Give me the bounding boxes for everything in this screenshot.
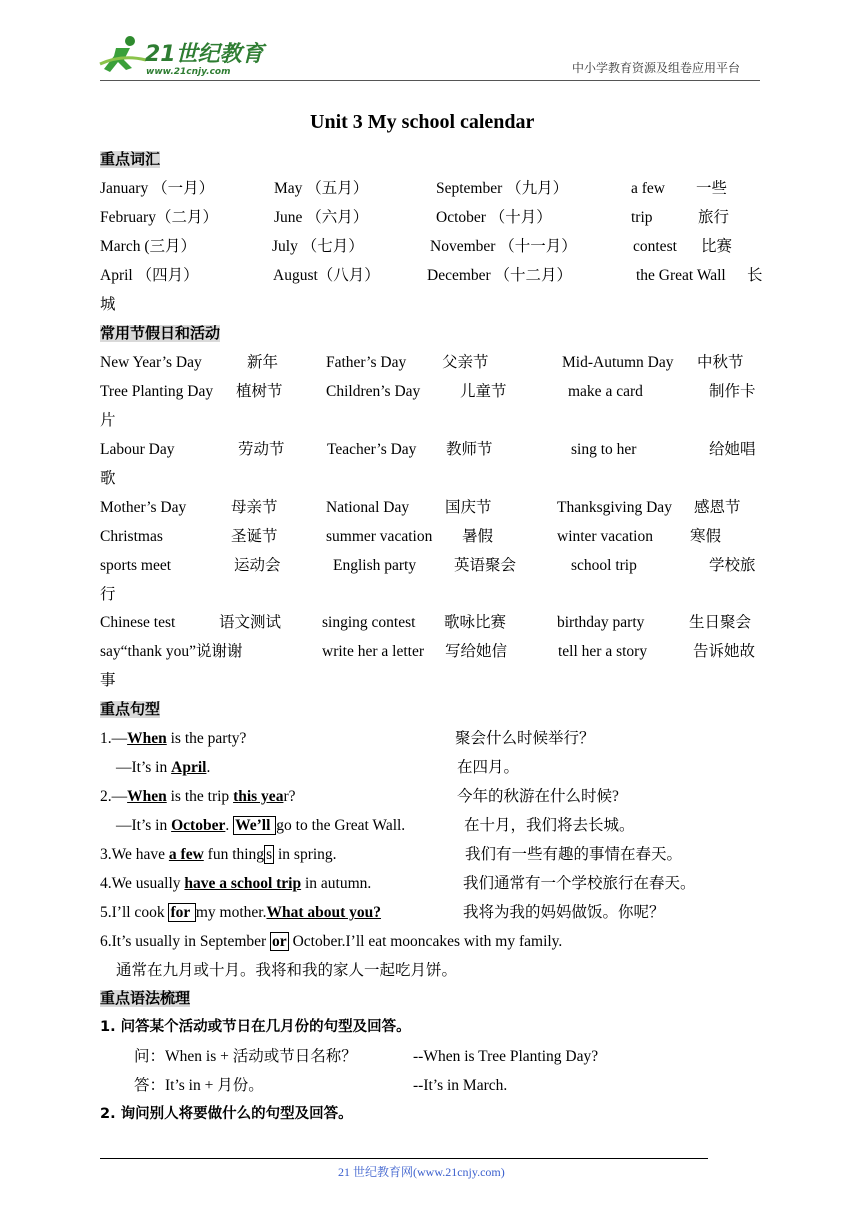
holiday-cell: 劳动节 bbox=[238, 441, 285, 458]
holiday-cell: 圣诞节 bbox=[231, 528, 278, 545]
sentence-1-cn: 聚会什么时候举行？ bbox=[455, 730, 595, 747]
holiday-cell: 儿童节 bbox=[460, 383, 507, 400]
vocab-cell: April （四月） bbox=[100, 267, 199, 284]
vocab-cell: 比赛 bbox=[701, 238, 733, 255]
vocab-cell: June （六月） bbox=[274, 209, 369, 226]
vocab-cell: May （五月） bbox=[274, 180, 369, 197]
holiday-cell: 制作卡 bbox=[709, 383, 756, 400]
sentence-4-cn: 我们通常有一个学校旅行在春天。 bbox=[463, 875, 696, 892]
sentence-1: 1.—When is the party? bbox=[100, 730, 247, 747]
holiday-cell: sports meet bbox=[100, 557, 172, 574]
logo-url: www.21cnjy.com bbox=[146, 67, 231, 77]
holiday-cell: 歌咏比赛 bbox=[444, 614, 507, 631]
holiday-wrap: 歌 bbox=[100, 470, 116, 487]
holiday-cell: Thanksgiving Day bbox=[557, 499, 672, 516]
vocab-cell: the Great Wall bbox=[636, 267, 726, 284]
sentence-2-reply: —It’s in October. We’ll go to the Great Wall. bbox=[116, 817, 406, 834]
holiday-cell: school trip bbox=[571, 557, 637, 574]
holiday-cell: Teacher’s Day bbox=[327, 441, 417, 458]
vocab-cell: March (三月） bbox=[100, 238, 196, 255]
holiday-cell: 告诉她故 bbox=[693, 643, 756, 660]
holiday-cell: 写给她信 bbox=[445, 643, 508, 660]
footer-rule bbox=[100, 1158, 708, 1159]
sentence-6-cn: 通常在九月或十月。我将和我的家人一起吃月饼。 bbox=[116, 962, 458, 979]
holiday-cell: Tree Planting Day bbox=[100, 383, 214, 400]
holiday-cell: English party bbox=[333, 557, 417, 574]
vocab-cell: August（八月） bbox=[273, 267, 380, 284]
holiday-cell: write her a letter bbox=[322, 643, 424, 660]
grammar-question-pattern: 问：When is + 活动或节日名称？ bbox=[134, 1048, 357, 1065]
section-vocab: 重点词汇 bbox=[100, 150, 161, 168]
section-holidays: 常用节假日和活动 bbox=[100, 324, 221, 342]
section-grammar: 重点语法梳理 bbox=[100, 989, 191, 1007]
holiday-cell: winter vacation bbox=[557, 528, 653, 545]
sentence-2: 2.—When is the trip this year? bbox=[100, 788, 296, 805]
holiday-cell: make a card bbox=[568, 383, 643, 400]
holiday-cell: 语文测试 bbox=[219, 614, 282, 631]
holiday-cell: New Year’s Day bbox=[100, 354, 202, 371]
sentence-5-cn: 我将为我的妈妈做饭。你呢？ bbox=[463, 904, 665, 921]
holiday-cell: 英语聚会 bbox=[454, 557, 517, 574]
holiday-cell: 生日聚会 bbox=[689, 614, 752, 631]
logo-text: 21世纪教育 bbox=[145, 42, 264, 67]
grammar-question-example: --When is Tree Planting Day? bbox=[413, 1048, 599, 1065]
vocab-cell: a few bbox=[631, 180, 665, 197]
grammar-answer-pattern: 答：It’s in + 月份。 bbox=[134, 1077, 264, 1094]
holiday-cell: 教师节 bbox=[446, 441, 493, 458]
holiday-cell: birthday party bbox=[557, 614, 645, 631]
holiday-cell: 父亲节 bbox=[442, 354, 489, 371]
sentence-3-cn: 我们有一些有趣的事情在春天。 bbox=[465, 846, 683, 863]
holiday-cell: 中秋节 bbox=[697, 354, 744, 371]
vocab-cell: trip bbox=[631, 209, 653, 226]
section-sentences: 重点句型 bbox=[100, 700, 161, 718]
holiday-cell: Christmas bbox=[100, 528, 163, 545]
sentence-4: 4.We usually have a school trip in autumn. bbox=[100, 875, 372, 892]
holiday-cell: Labour Day bbox=[100, 441, 175, 458]
sentence-3: 3.We have a few fun thing s in spring. bbox=[100, 846, 337, 863]
sentence-2-reply-cn: 在十月，我们将去长城。 bbox=[464, 817, 635, 834]
footer-text: 21 世纪教育网(www.21cnjy.com) bbox=[338, 1165, 505, 1179]
holiday-cell: Children’s Day bbox=[326, 383, 421, 400]
grammar-point-2: 2. 询问别人将要做什么的句型及回答。 bbox=[100, 1106, 353, 1122]
platform-name: 中小学教育资源及组卷应用平台 bbox=[572, 61, 741, 75]
holiday-cell: sing to her bbox=[571, 441, 637, 458]
vocab-cell: 一些 bbox=[696, 180, 728, 197]
holiday-cell: National Day bbox=[326, 499, 410, 516]
sentence-1-reply-cn: 在四月。 bbox=[457, 759, 520, 776]
holiday-wrap: 片 bbox=[100, 412, 116, 429]
vocab-cell: November （十一月） bbox=[430, 238, 577, 255]
holiday-cell: 新年 bbox=[247, 354, 279, 371]
holiday-cell: 母亲节 bbox=[231, 499, 278, 516]
grammar-point-1: 1. 问答某个活动或节日在几月份的句型及回答。 bbox=[100, 1019, 411, 1035]
vocab-wrap: 城 bbox=[100, 296, 116, 313]
holiday-cell: 植树节 bbox=[236, 383, 283, 400]
holiday-cell: 寒假 bbox=[690, 528, 722, 545]
holiday-cell: Father’s Day bbox=[326, 354, 407, 371]
holiday-cell: 感恩节 bbox=[694, 499, 741, 516]
holiday-cell: 暑假 bbox=[462, 528, 494, 545]
vocab-cell: January （一月） bbox=[100, 180, 215, 197]
holiday-cell: Mid-Autumn Day bbox=[562, 354, 674, 371]
sentence-6: 6.It’s usually in September or October.I’ll eat mooncakes with my family. bbox=[100, 933, 563, 950]
vocab-cell: September （九月） bbox=[436, 180, 569, 197]
vocab-cell: 长 bbox=[747, 267, 763, 284]
sentence-2-cn: 今年的秋游在什么时候? bbox=[457, 788, 619, 805]
holiday-cell: singing contest bbox=[322, 614, 416, 631]
vocab-cell: July （七月） bbox=[272, 238, 364, 255]
holiday-cell: 运动会 bbox=[234, 557, 281, 574]
holiday-cell: tell her a story bbox=[558, 643, 648, 660]
page-title: Unit 3 My school calendar bbox=[310, 111, 535, 133]
logo-runner-icon bbox=[96, 34, 148, 76]
grammar-answer-example: --It’s in March. bbox=[413, 1077, 508, 1094]
vocab-cell: contest bbox=[633, 238, 677, 255]
vocab-cell: 旅行 bbox=[698, 209, 730, 226]
holiday-cell: summer vacation bbox=[326, 528, 433, 545]
sentence-1-reply: —It’s in April. bbox=[116, 759, 211, 776]
vocab-cell: December （十二月） bbox=[427, 267, 573, 284]
sentence-5: 5.I’ll cook for my mother.What about you? bbox=[100, 904, 382, 921]
vocab-cell: October （十月） bbox=[436, 209, 552, 226]
holiday-cell: 学校旅 bbox=[709, 557, 756, 574]
holiday-cell: 国庆节 bbox=[445, 499, 492, 516]
holiday-cell: say“thank you”说谢谢 bbox=[100, 643, 243, 660]
vocab-cell: February（二月） bbox=[100, 209, 218, 226]
holiday-wrap: 事 bbox=[100, 672, 116, 689]
header-rule bbox=[100, 80, 760, 81]
holiday-cell: Chinese test bbox=[100, 614, 176, 631]
holiday-cell: Mother’s Day bbox=[100, 499, 187, 516]
holiday-wrap: 行 bbox=[100, 586, 116, 603]
holiday-cell: 给她唱 bbox=[709, 441, 756, 458]
